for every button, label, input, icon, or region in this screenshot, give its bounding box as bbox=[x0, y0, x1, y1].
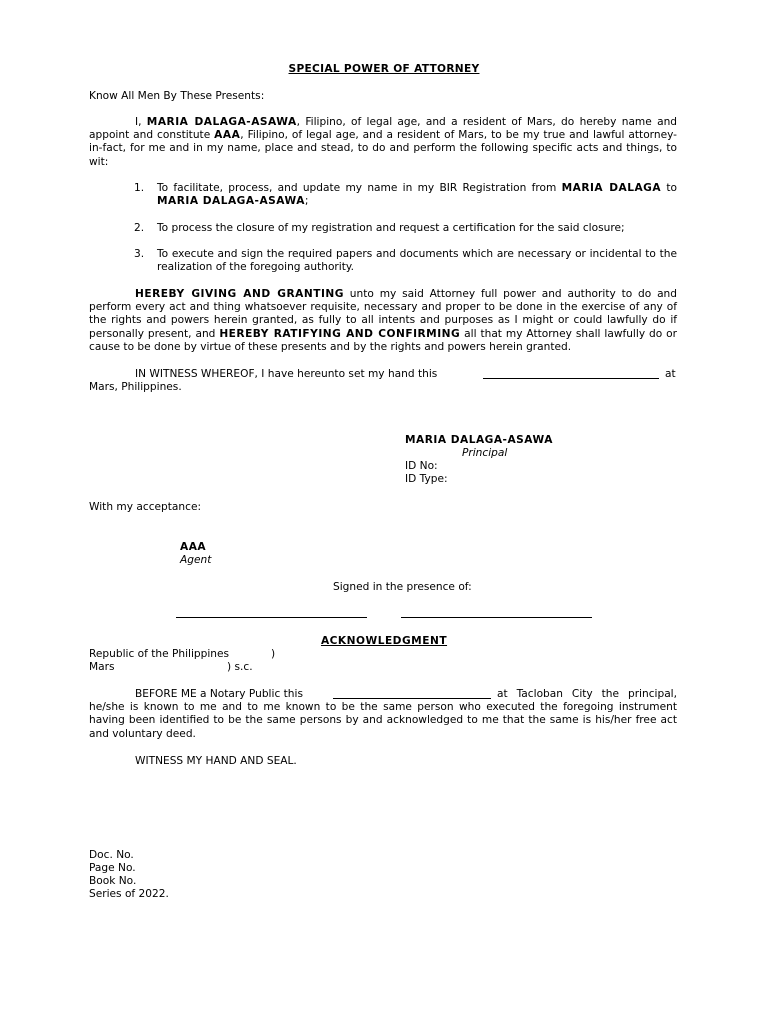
granting-heading: HEREBY GIVING AND GRANTING bbox=[135, 288, 344, 300]
acknowledgment-title: ACKNOWLEDGMENT bbox=[320, 635, 448, 647]
item-text: To facilitate, process, and update my name in my BIR Registration from bbox=[157, 182, 562, 194]
list-item bbox=[112, 248, 677, 274]
item-text: To execute and sign the required papers and documents which are necessary or incidental to the realization of the foregoing authority. bbox=[157, 248, 677, 274]
presence-label: Signed in the presence of: bbox=[333, 581, 472, 593]
venue-country: Republic of the Philippines bbox=[89, 648, 230, 660]
acknowledgment-title-wrap bbox=[0, 635, 768, 648]
item-number: 1. bbox=[134, 182, 145, 194]
id-type-label: ID Type: bbox=[405, 473, 448, 485]
item-text: to bbox=[661, 182, 677, 194]
item-text: ; bbox=[304, 195, 309, 208]
doc-no-label: Doc. No. bbox=[89, 849, 134, 861]
granting-text-2: all that my Attorney shall lawfully do or cause to be done by virtue of these presents and by the rights and powers herein granted. bbox=[89, 327, 677, 353]
item-text: To process the closure of my registration and request a certification for the said closure; bbox=[157, 222, 625, 234]
granting-text-1: unto my said Attorney full power and authority to do and perform every act and thing whatsoever requisite, necessary and proper to be done in the exercise of any of the rights and powers herein granted, as fully to all intents and purposes as I might or could lawfully do if personally present, and bbox=[89, 288, 677, 340]
before-me-paragraph: at Tacloban City the principal, he/she is known to me and to me known to be the same person who executed the foregoing instrument having been identified to be the same persons by and acknowledged to me that the same is his/her free act and voluntary deed. bbox=[89, 688, 677, 740]
ratifying-heading: HEREBY RATIFYING AND CONFIRMING bbox=[219, 327, 461, 340]
old-name: MARIA DALAGA bbox=[561, 182, 662, 194]
date-blank[interactable] bbox=[483, 378, 659, 379]
granting-paragraph bbox=[89, 288, 677, 354]
page-no-label: Page No. bbox=[89, 862, 136, 874]
witness-signature-line-2[interactable] bbox=[401, 617, 592, 618]
principal-name: MARIA DALAGA-ASAWA bbox=[405, 434, 553, 446]
principal-name-inline: MARIA DALAGA-ASAWA bbox=[146, 116, 297, 128]
agent-name: AAA bbox=[180, 541, 207, 553]
intro-text-1: I, bbox=[135, 116, 147, 128]
venue-paren-1: ) bbox=[271, 648, 276, 660]
witness-text: IN WITNESS WHEREOF, I have hereunto set my hand this bbox=[135, 368, 438, 380]
principal-role: Principal bbox=[462, 447, 508, 459]
new-name: MARIA DALAGA-ASAWA bbox=[157, 195, 305, 208]
witness-place: Mars, Philippines. bbox=[89, 381, 182, 393]
intro-text-2: , Filipino, of legal age, and a resident of Mars, do hereby name and appoint and constitute bbox=[89, 116, 678, 142]
id-no-label: ID No: bbox=[405, 460, 438, 472]
witness-at: at bbox=[665, 368, 676, 380]
venue-paren-2: ) s.c. bbox=[227, 661, 253, 673]
hand-seal-text: WITNESS MY HAND AND SEAL. bbox=[135, 755, 297, 767]
intro-text-3: , Filipino, of legal age, and a resident of Mars, to be my true and lawful attorney-in-fact, for me and in my name, place and stead, to do and perform the following specific acts and things, to wit: bbox=[89, 129, 677, 168]
venue-city: Mars bbox=[89, 661, 115, 673]
acceptance-label: With my acceptance: bbox=[89, 501, 202, 513]
book-no-label: Book No. bbox=[89, 875, 137, 887]
salutation: Know All Men By These Presents: bbox=[89, 90, 265, 102]
before-me-text: BEFORE ME a Notary Public this bbox=[135, 688, 303, 700]
powers-list-3 bbox=[112, 248, 677, 274]
witness-signature-line-1[interactable] bbox=[176, 617, 367, 618]
powers-list bbox=[112, 182, 677, 208]
agent-role: Agent bbox=[180, 554, 212, 566]
list-item bbox=[112, 182, 677, 208]
powers-list-2 bbox=[112, 222, 677, 235]
series-label: Series of 2022. bbox=[89, 888, 169, 900]
agent-name-inline: AAA bbox=[214, 129, 241, 142]
intro-paragraph bbox=[89, 116, 677, 169]
list-item bbox=[112, 222, 677, 235]
item-number: 2. bbox=[134, 222, 145, 234]
item-number: 3. bbox=[134, 248, 145, 260]
document-title: SPECIAL POWER OF ATTORNEY bbox=[288, 63, 480, 75]
